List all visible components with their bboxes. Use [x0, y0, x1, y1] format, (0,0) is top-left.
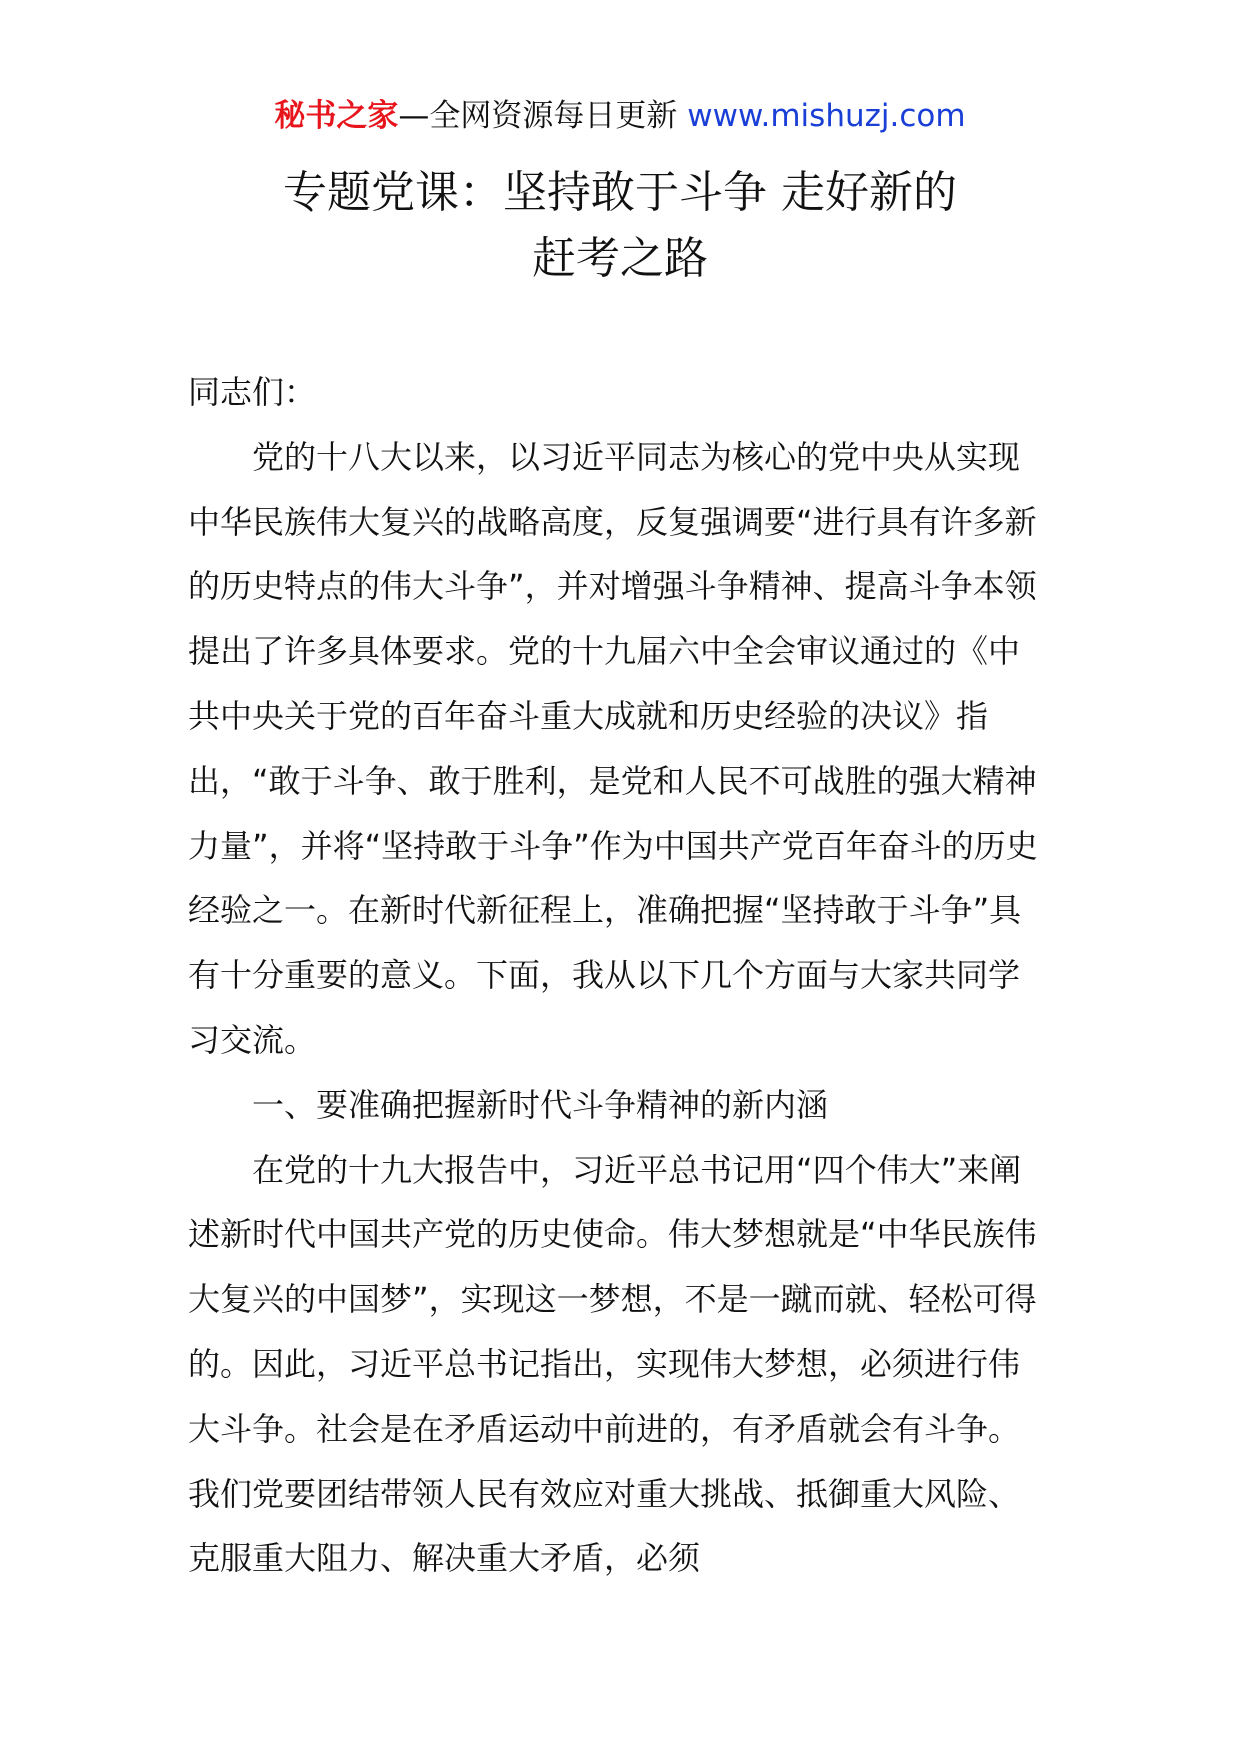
site-slogan: —全网资源每日更新: [398, 98, 688, 134]
paragraph-intro: 党的十八大以来，以习近平同志为核心的党中央从实现中华民族伟大复兴的战略高度，反复强调要“进行具有许多新的历史特点的伟大斗争”，并对增强斗争精神、提高斗争本领提出了许多具体要求。党的十九届六中全会审议通过的《中共中央关于党的百年奋斗重大成就和历史经验的决议》指出，“敢于斗争、敢于胜利，是党和人民不可战胜的强大精神力量”，并将“坚持敢于斗争”作为中国共产党百年奋斗的历史经验之一。在新时代新征程上，准确把握“坚持敢于斗争”具有十分重要的意义。下面，我从以下几个方面与大家共同学习交流。: [188, 437, 1038, 1059]
paragraph-section-1: 在党的十九大报告中，习近平总书记用“四个伟大”来阐述新时代中国共产党的历史使命。伟大梦想就是“中华民族伟大复兴的中国梦”，实现这一梦想，不是一蹴而就、轻松可得的。因此，习近平总书记指出，实现伟大梦想，必须进行伟大斗争。社会是在矛盾运动中前进的，有矛盾就会有斗争。我们党要团结带领人民有效应对重大挑战、抵御重大风险、克服重大阻力、解决重大矛盾，必须: [188, 1150, 1037, 1578]
section-heading-1: 一、要准确把握新时代斗争精神的新内涵: [252, 1085, 829, 1124]
title-line-2: 赶考之路: [532, 233, 708, 284]
document-title: [0, 160, 1240, 292]
site-url-link[interactable]: www.mishuzj.com: [687, 98, 966, 134]
salutation: 同志们：: [188, 373, 317, 411]
site-header: [0, 96, 1240, 136]
document-body: [188, 360, 1050, 1591]
title-line-1: 专题党课：坚持敢于斗争 走好新的: [283, 167, 957, 218]
brand-name: 秘书之家: [274, 98, 399, 134]
